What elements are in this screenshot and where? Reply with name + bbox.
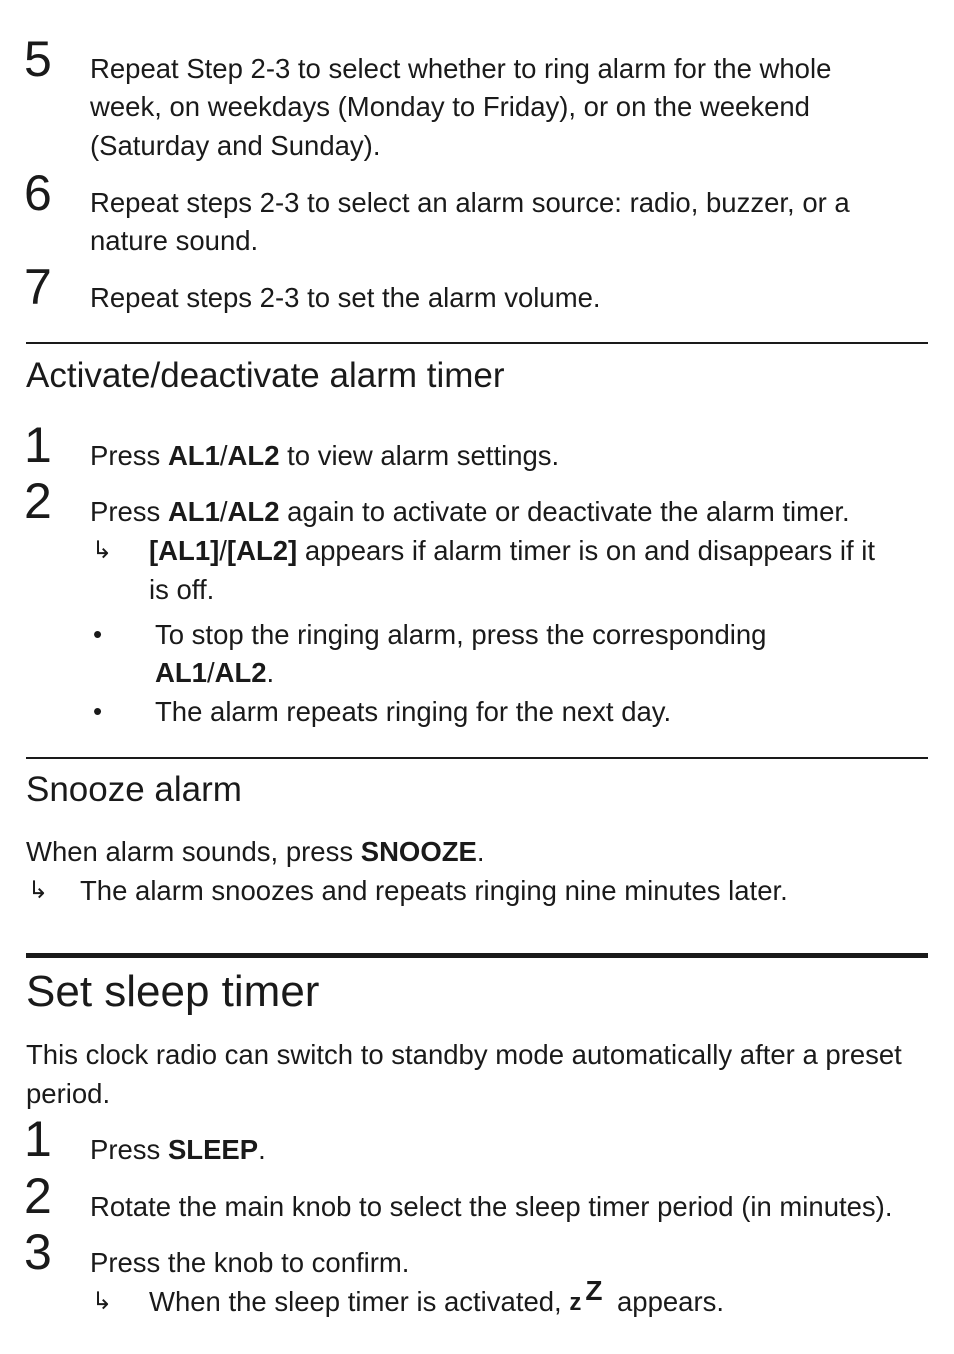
snooze-text: When alarm sounds, press SNOOZE.	[26, 836, 485, 867]
result-text: is off.	[149, 574, 215, 605]
step-number: 3	[24, 1224, 52, 1280]
result-text: The alarm snoozes and repeats ringing nine minutes later.	[80, 875, 788, 906]
chapter-divider	[26, 953, 928, 958]
step-number: 1	[24, 1111, 52, 1167]
bullet-icon: •	[93, 619, 103, 649]
result-text: When the sleep timer is activated, z Z appears.	[149, 1275, 725, 1317]
step-number: 5	[24, 31, 52, 87]
bullet-text: The alarm repeats ringing for the next day.	[155, 696, 672, 727]
step-text: nature sound.	[90, 225, 259, 256]
step-text: Press SLEEP.	[90, 1134, 266, 1165]
step-number: 2	[24, 1168, 52, 1224]
step-text: Repeat steps 2-3 to set the alarm volume.	[90, 282, 601, 313]
step-text: Rotate the main knob to select the sleep timer period (in minutes).	[90, 1191, 893, 1222]
result-arrow-icon: ↳	[28, 877, 49, 904]
section-heading: Activate/deactivate alarm timer	[26, 356, 505, 395]
result-arrow-icon: ↳	[92, 1288, 113, 1315]
key-al2: AL2	[227, 440, 280, 471]
bullet-icon: •	[93, 696, 103, 726]
step-text: Repeat steps 2-3 to select an alarm source: radio, buzzer, or a	[90, 187, 850, 218]
step-text: Repeat Step 2-3 to select whether to ring alarm for the whole	[90, 53, 832, 84]
result-arrow-icon: ↳	[92, 537, 113, 564]
result-text: [AL1]/[AL2] appears if alarm timer is on and disappears if it	[149, 535, 875, 566]
section-heading: Snooze alarm	[26, 770, 242, 809]
bullet-text: To stop the ringing alarm, press the corresponding	[155, 619, 767, 650]
step-number: 2	[24, 473, 52, 529]
step-text: (Saturday and Sunday).	[90, 130, 381, 161]
bullet-text: AL1/AL2.	[155, 657, 275, 688]
key-snooze: SNOOZE	[360, 836, 477, 867]
key-al2: AL2	[227, 496, 280, 527]
key-sleep: SLEEP	[167, 1134, 259, 1165]
sleep-zz-icon: z Z	[569, 1275, 603, 1316]
step-text: Press AL1/AL2 to view alarm settings.	[90, 440, 560, 471]
step-text: week, on weekdays (Monday to Friday), or on the weekend	[90, 91, 810, 122]
step-number: 7	[24, 259, 52, 315]
intro-text: This clock radio can switch to standby mode automatically after a preset	[26, 1039, 902, 1070]
key-al1: AL1	[167, 440, 220, 471]
key-al1: AL1	[167, 496, 220, 527]
step-text: Press AL1/AL2 again to activate or deactivate the alarm timer.	[90, 496, 850, 527]
step-text: Press the knob to confirm.	[90, 1247, 410, 1278]
intro-text: period.	[26, 1078, 111, 1109]
section-divider	[26, 757, 928, 759]
section-divider	[26, 342, 928, 344]
step-number: 1	[24, 417, 52, 473]
step-number: 6	[24, 165, 52, 221]
chapter-heading: Set sleep timer	[26, 967, 320, 1016]
